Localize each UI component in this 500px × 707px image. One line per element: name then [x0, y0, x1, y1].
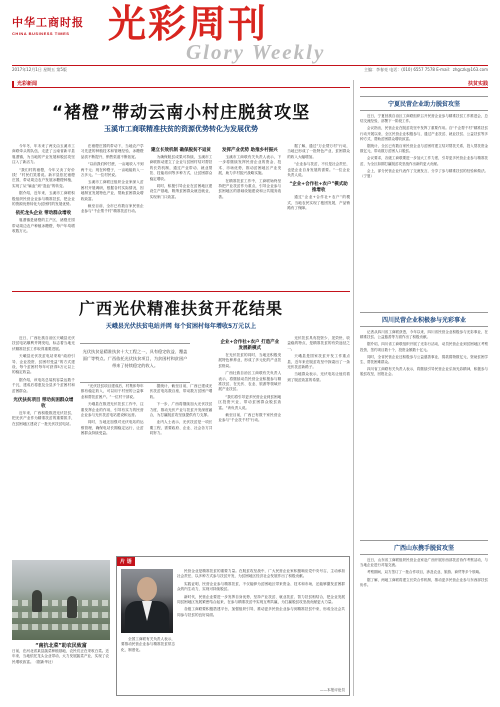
paragraph: 在光伏扶贫的同时，当地还积极发展特色种养业，形成了多元化的产业扶贫格局。 [218, 353, 282, 368]
weekly-title: 光彩周刊 [108, 2, 269, 46]
paragraph: 在褚橙庄园的带动下，当地农户学习先进的种植技术和管理经验，冰糖橙品质不断提升，销售渠道不断拓宽。 [80, 144, 144, 159]
paragraph: 全国工商联有关负责人表示，要推动民营企业参与精准扶贫常态化、制度化。 [121, 637, 175, 652]
paragraph: 记者从四川省工商联获悉，今年以来，四川省民营企业积极参与光彩事业，在精准扶贫、公益慈善等方面作出了积极贡献。 [360, 330, 488, 340]
paragraph: 实践证明，民营企业参与精准扶贫，不仅能够为贫困地区带来资金、技术和市场，还能够激发贫困群众的内生动力，实现可持续脱贫。 [177, 581, 345, 592]
article2-lead-box: 光伏扶贫是精准扶贫十大工程之一，具有稳定收益、覆盖面广等特点。广西依托光伏扶贫项目，为贫困村和贫困户带来了持续稳定的收入。 [80, 343, 190, 383]
portrait-photo [121, 569, 173, 633]
paragraph: 戛洒镇是褚橙的主产区，褚橙庄园带动周边农户种植冰糖橙，每户年均增收数万元。 [12, 218, 75, 234]
paragraph: 通过“企业+合作社+农户”的模式，当地农民实现了抱团发展，产品销路有了保障。 [287, 195, 350, 211]
field-photo [12, 560, 110, 640]
subheading: 光伏扶贫项目 带动贫困群众增收 [13, 398, 74, 410]
paragraph: 近日，宁夏回族自治区工商联组织召开民营企业参与精准扶贫工作推进会，总结交流经验，部署下一阶段工作。 [360, 114, 488, 124]
subheading: 依托龙头企业 带动群众增收 [15, 211, 72, 217]
logo-english: CHINA BUSINESS TIMES [12, 31, 70, 36]
paragraph: 会上，部分民营企业代表作了交流发言，分享了参与精准扶贫的经验和做法。（宁夏） [360, 168, 488, 179]
article1-col1 [12, 144, 75, 287]
paragraph: 为确保脱贫成果可持续，玉溪市工商联推动建立了企业与贫困村结对帮扶的长效机制，通过产业带动、就业帮扶、技能培训等多种方式，让贫困群众稳定增收。 [149, 155, 213, 181]
paragraph: 据介绍，四川省工商联组织开展了光彩行活动，动员民营企业到贫困地区考察投资，签约项目数十个，投资金额数十亿元。 [360, 342, 488, 352]
paragraph: 业内人士表示，光伏扶贫是一项长期工程，需要政府、企业、社会各方共同努力。 [149, 420, 213, 436]
section-tag-news-label: 光彩新闻 [12, 81, 37, 87]
paragraph: 今年冬，年末来了两支由玉溪市工商联牵头的队伍，走进了云南省新平县戛洒镇，为当地的产业发展和脱贫攻坚注入了新活力。 [12, 144, 75, 165]
paragraph: 各级工商联要积极搭建平台，加强组织引导，推动更多民营企业参与到精准扶贫中来，形成全社会共同参与扶贫的良好局面。 [177, 607, 345, 617]
paragraph: 光伏扶贫具有投资少、见效快、收益稳的特点，是精准扶贫的有效途径之一。 [287, 336, 350, 351]
paragraph: 据介绍，该电站总装机容量达数千千瓦，建成后将惠及全县多个贫困村和贫困群众。 [12, 377, 75, 393]
paragraph: 天峨县光伏扶贫电站采取“政府引导、企业投资、贫困村受益”的方式建设，每个贫困村每年可获得5万元以上的稳定收益。 [12, 354, 75, 375]
paragraph: “企业参与扶贫，不仅是社会责任，也是企业自身发展的需要。”一位企业负责人说。 [287, 162, 350, 178]
paragraph: 同时，全省民营企业还积极参与公益慈善事业，捐款捐物数亿元，资助贫困学生、帮扶困难群众。 [360, 354, 488, 365]
newspaper-logo [12, 14, 90, 36]
section-tag-practice-label: 扶贫实践 [467, 81, 488, 87]
paragraph: 会议要求，各级工商联要进一步加大工作力度，引导更多民营企业参与精准扶贫，为全区如期打赢脱贫攻坚战作出新的更大贡献。 [360, 156, 488, 166]
right-article-2 [360, 312, 488, 534]
paragraph: 天峨县是国家扶贫开发工作重点县，近年来在脱贫攻坚中探索出了一条光伏扶贫新路子。 [287, 354, 350, 370]
article2-headline: 广西光伏精准扶贫开花结果 [78, 299, 283, 318]
paragraph: 四川省工商联有关负责人表示，将继续引导民营企业弘扬光彩精神，积极参与脱贫攻坚，回报社会。 [360, 367, 488, 377]
opinion-side-text [121, 637, 175, 693]
paragraph: 据统计，全区已有数百家民营企业与贫困村建立结对帮扶关系，投入帮扶资金数亿元，带动数万贫困人口脱贫。 [360, 144, 488, 154]
article1-col4 [218, 144, 281, 287]
article1-col5 [287, 144, 350, 287]
paragraph: 玉溪市工商联有关负责人表示，下一步将继续发挥民营企业的资金、技术、市场优势，推动贫困地区产业发展，助力乡村振兴战略实施。 [218, 155, 282, 176]
article-divider [12, 291, 350, 292]
issue-date: 2017年12月1日 星期五 第5版 [12, 67, 67, 72]
article2-col5 [287, 336, 350, 554]
paragraph: 据了解，两地工商联将建立长效合作机制，推动更多民营企业参与东西部扶贫协作。 [360, 577, 488, 587]
section-tag-news [12, 80, 350, 88]
paragraph: “我们村的褚橙，今年又卖了好价钱！”村民们笑着说。新平县依托褚橙庄园，带动周边农户发展冰糖橙种植，实现了从“输血”到“造血”的转变。 [12, 167, 75, 188]
paragraph: “以前我们种甘蔗，一亩地收入不到两千元；现在种橙子，一亩地能收入一万多元。”一位村民说。 [80, 162, 144, 178]
paragraph: 同时，当地还加强对光伏电站的运维管理，确保电站长期稳定运行，让贫困群众持续受益。 [80, 420, 144, 436]
paragraph: 据介绍，近年来，玉溪市工商联积极组织民营企业参与精准扶贫，把企业的资源优势转化为贫困村的发展优势。 [12, 191, 75, 207]
paragraph: 民营企业是精准扶贫的重要力量。在脱贫攻坚战中，广大民营企业家积极响应党中央号召，主动承担社会责任，以多种方式参与扶贫开发，为贫困地区经济社会发展作出了积极贡献。 [177, 569, 345, 579]
photo-caption-text: 日前，在河北省某县蔬菜种植基地，农民们正在采收白菜。近年来，当地依托龙头企业带动，大力发展蔬菜产业，实现了农民增收致富。（据新华社） [12, 649, 110, 664]
paragraph: 玉溪市工商联还组织企业家深入贫困村开展调研，根据各村实际情况，因地制宜发展特色产业，帮助贫困群众增收致富。 [80, 180, 144, 201]
paragraph: 同时，积极引导企业在贫困地区建设生产基地，吸纳贫困群众就近就业，实现家门口致富。 [149, 184, 213, 199]
paragraph: 近年来，广西积极推进光伏扶贫，把光伏产业作为精准扶贫的重要抓手，在贫困地区建设了一批光伏扶贫电站。 [12, 411, 75, 426]
subheading: “企业+合作社+农户”模式助推增收 [289, 182, 348, 194]
opinion-tag: 片 语 [117, 557, 135, 566]
paragraph: 新时代，民营企业要进一步发挥自身优势，坚持产业扶贫、就业扶贫、智力扶贫相结合，把企业发展同贫困地区发展紧密结合起来，在参与精准扶贫中实现互利共赢，为打赢脱贫攻坚战贡献更大力量。 [177, 594, 345, 605]
article1-col2 [81, 144, 144, 287]
editor-contact: 主编：李春亮 电话：(010) 6557 7578 E-mail：zhgczk@163.com [364, 67, 488, 72]
right-article-2-title: 四川民营企业积极参与光彩事业 [360, 312, 488, 327]
weekly-title-english: Glory Weekly [186, 40, 326, 64]
article2-subtitle: 天峨县光伏扶贫电站并网 每个贫困村每年增收5万元以上 [105, 323, 257, 330]
paragraph: 据了解，通过“万企帮万村”行动，当地已形成了一批特色产业，贫困群众的收入大幅增加。 [287, 144, 350, 159]
right-article-1 [360, 96, 488, 308]
subheading: 发挥产业优势 助推乡村振兴 [222, 148, 278, 153]
paragraph: 会议指出，民营企业在脱贫攻坚中发挥了重要作用。自“千企帮千村”精准扶贫行动开展以来，全区民营企业积极参与，通过产业扶贫、就业扶贫、公益扶贫等多种方式，帮助贫困群众增收致富。 [360, 126, 488, 141]
paragraph: 考察期间，双方签订了一批合作项目，涉及农业、旅游、商贸等多个领域。 [367, 570, 483, 575]
subheading: 企业+合作社+农户 打造产业发展新模式 [220, 340, 280, 351]
subheading: 建立长效机制 确保脱贫不返贫 [150, 148, 212, 153]
right-article-1-title: 宁夏民营企业助力脱贫攻坚 [360, 96, 488, 111]
logo-chinese: 中华工商时报 [12, 16, 84, 29]
paragraph: 近日，广西壮族自治区天峨县光伏扶贫电站顺利并网发电，标志着当地光伏精准扶贫工作取得重要进展。 [12, 336, 75, 351]
paragraph: 截至目前，广西已有数千家民营企业参与“千企扶千村”行动。 [218, 413, 282, 423]
article1-headline: “褚橙”带动云南小村庄脱贫攻坚 [51, 103, 311, 123]
article1-body [12, 144, 350, 287]
article2-col1 [12, 336, 75, 554]
article1-col3 [150, 144, 213, 287]
article2-col4 [218, 336, 281, 554]
opinion-box [116, 556, 350, 696]
opinion-signature: ——本报评论员 [319, 688, 345, 692]
paragraph: “我们将引导更多民营企业到贫困地区投资兴业，带动贫困群众脱贫致富。”该负责人说。 [218, 394, 282, 410]
photo-caption-title: “南抗北菜”助农民致富 [35, 643, 87, 649]
article1-subtitle: 玉溪市工商联精准扶贫的资源优势转化为发展优势 [104, 125, 258, 133]
section-tag-practice [360, 80, 488, 88]
paragraph: 天峨县在推进光伏扶贫工作中，注重发挥企业的作用，引导有实力的民营企业参与光伏扶贫电站建设和运营。 [80, 402, 144, 418]
opinion-text [177, 569, 345, 693]
paragraph: 下一步，广西将继续加大光伏扶贫力度，推动光伏产业与扶贫开发深度融合，为打赢脱贫攻坚战提供有力支撑。 [149, 402, 213, 418]
masthead [0, 0, 500, 64]
paragraph: 截至目前，全市已有数百家民营企业参与“千企帮千村”精准扶贫行动。 [80, 204, 144, 214]
right-article-3-title: 广西山东携手脱贫攻坚 [360, 540, 488, 555]
paragraph: 当地群众表示，光伏电站让他们看到了脱贫致富的希望。 [287, 372, 350, 382]
right-article-3 [360, 540, 488, 696]
paragraph: 近日，山东省工商联组织民营企业家赴广西开展东西部扶贫协作考察活动，与当地企业进行对接交流。 [360, 558, 488, 568]
paragraph: “光伏扶贫项目建成后，村集体每年都有稳定收入，可以用于村里的公益事业和帮扶贫困户。”一位村干部说。 [80, 384, 144, 399]
paragraph: 据统计，截至目前，广西已建成光伏扶贫电站数百座，带动数万贫困户增收。 [149, 384, 213, 399]
paragraph: 在精准扶贫工作中，工商联始终坚持把产业扶贫作为重点，引导企业参与贫困地区的基础设施建设和公共服务改善。 [218, 178, 282, 199]
issue-info-bar [12, 65, 488, 72]
column-divider [353, 80, 354, 696]
paragraph: 广西壮族自治区工商联有关负责人表示，将继续动员民营企业积极参与精准扶贫，在光伏、农业、旅游等领域开展产业扶贫。 [218, 371, 282, 392]
